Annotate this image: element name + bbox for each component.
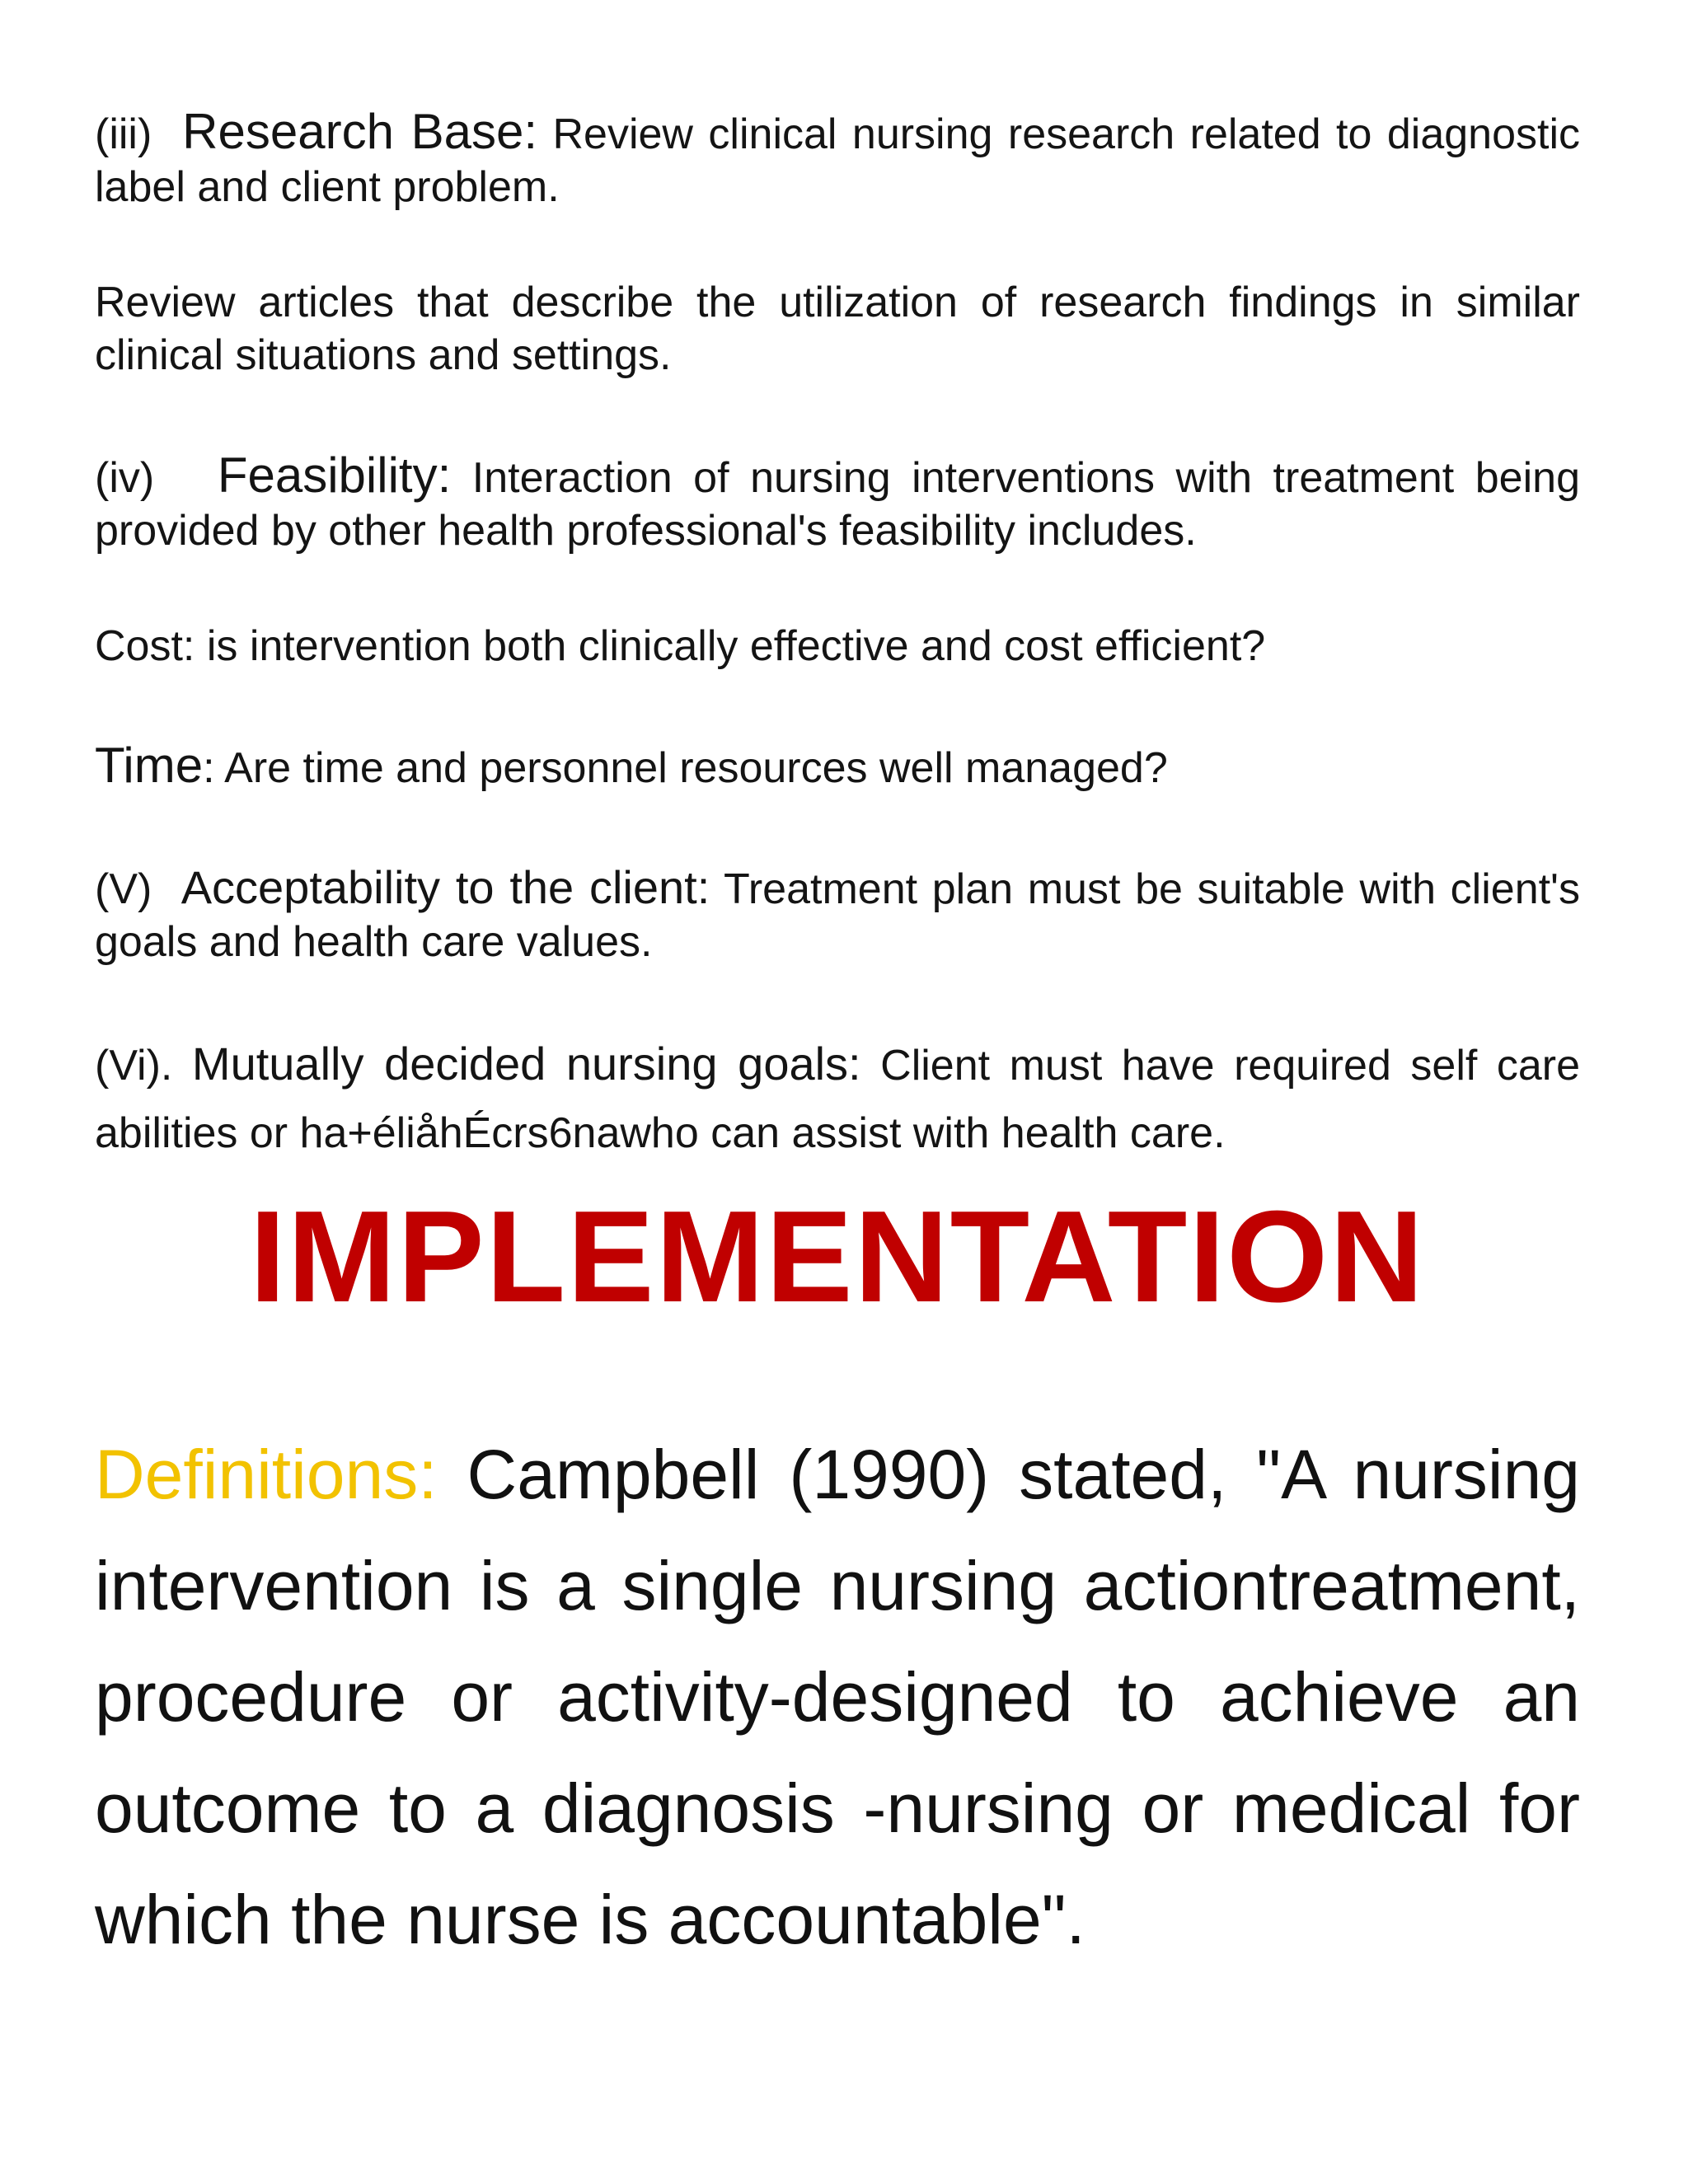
acceptability-term: Acceptability to the client: [181, 861, 710, 913]
feasibility-numeral: (iv) [95, 454, 155, 502]
definition-paragraph [95, 1419, 1580, 1975]
document-page [95, 0, 1580, 2184]
research-base-text: Review clinical nursing research related to diagnostic label and client problem. [95, 110, 1580, 211]
research-review-text: Review articles that describe the utilization of research findings in similar clinical situations and settings. [95, 279, 1580, 379]
goals-text: Client must have required self care abilities or ha+éliåhÉcrs6nawho can assist with health care. [95, 1042, 1580, 1157]
acceptability-numeral: (V) [95, 865, 152, 913]
acceptability-paragraph [95, 861, 1580, 968]
research-review-paragraph [95, 276, 1580, 382]
feasibility-term: Feasibility: [217, 448, 452, 503]
definition-text: Campbell (1990) stated, "A nursing intervention is a single nursing actiontreatment, procedure or activity-designed to achieve an outcome to a diagnosis -nursing or medical for which the nurse is accountable". [95, 1436, 1580, 1958]
research-base-numeral: (iii) [95, 110, 152, 158]
cost-term: Cost: [95, 622, 195, 670]
implementation-heading: IMPLEMENTATION [249, 1184, 1426, 1329]
goals-term: Mutually decided nursing goals: [191, 1038, 861, 1090]
acceptability-text: Treatment plan must be suitable with client's goals and health care values. [95, 865, 1580, 966]
research-base-term: Research Base: [182, 104, 538, 159]
time-text: : Are time and personnel resources well managed? [203, 744, 1168, 792]
definition-label: Definitions: [95, 1436, 438, 1513]
research-base-paragraph [95, 105, 1580, 213]
feasibility-text: Interaction of nursing interventions with treatment being provided by other health professional's feasibility includes. [95, 454, 1580, 555]
goals-numeral: (Vi). [95, 1042, 173, 1090]
goals-paragraph [95, 1030, 1580, 1167]
feasibility-paragraph [95, 449, 1580, 557]
time-term: Time [95, 738, 204, 793]
cost-text: is intervention both clinically effective and cost efficient? [206, 622, 1266, 670]
time-paragraph [95, 739, 1580, 794]
cost-paragraph [95, 620, 1580, 673]
